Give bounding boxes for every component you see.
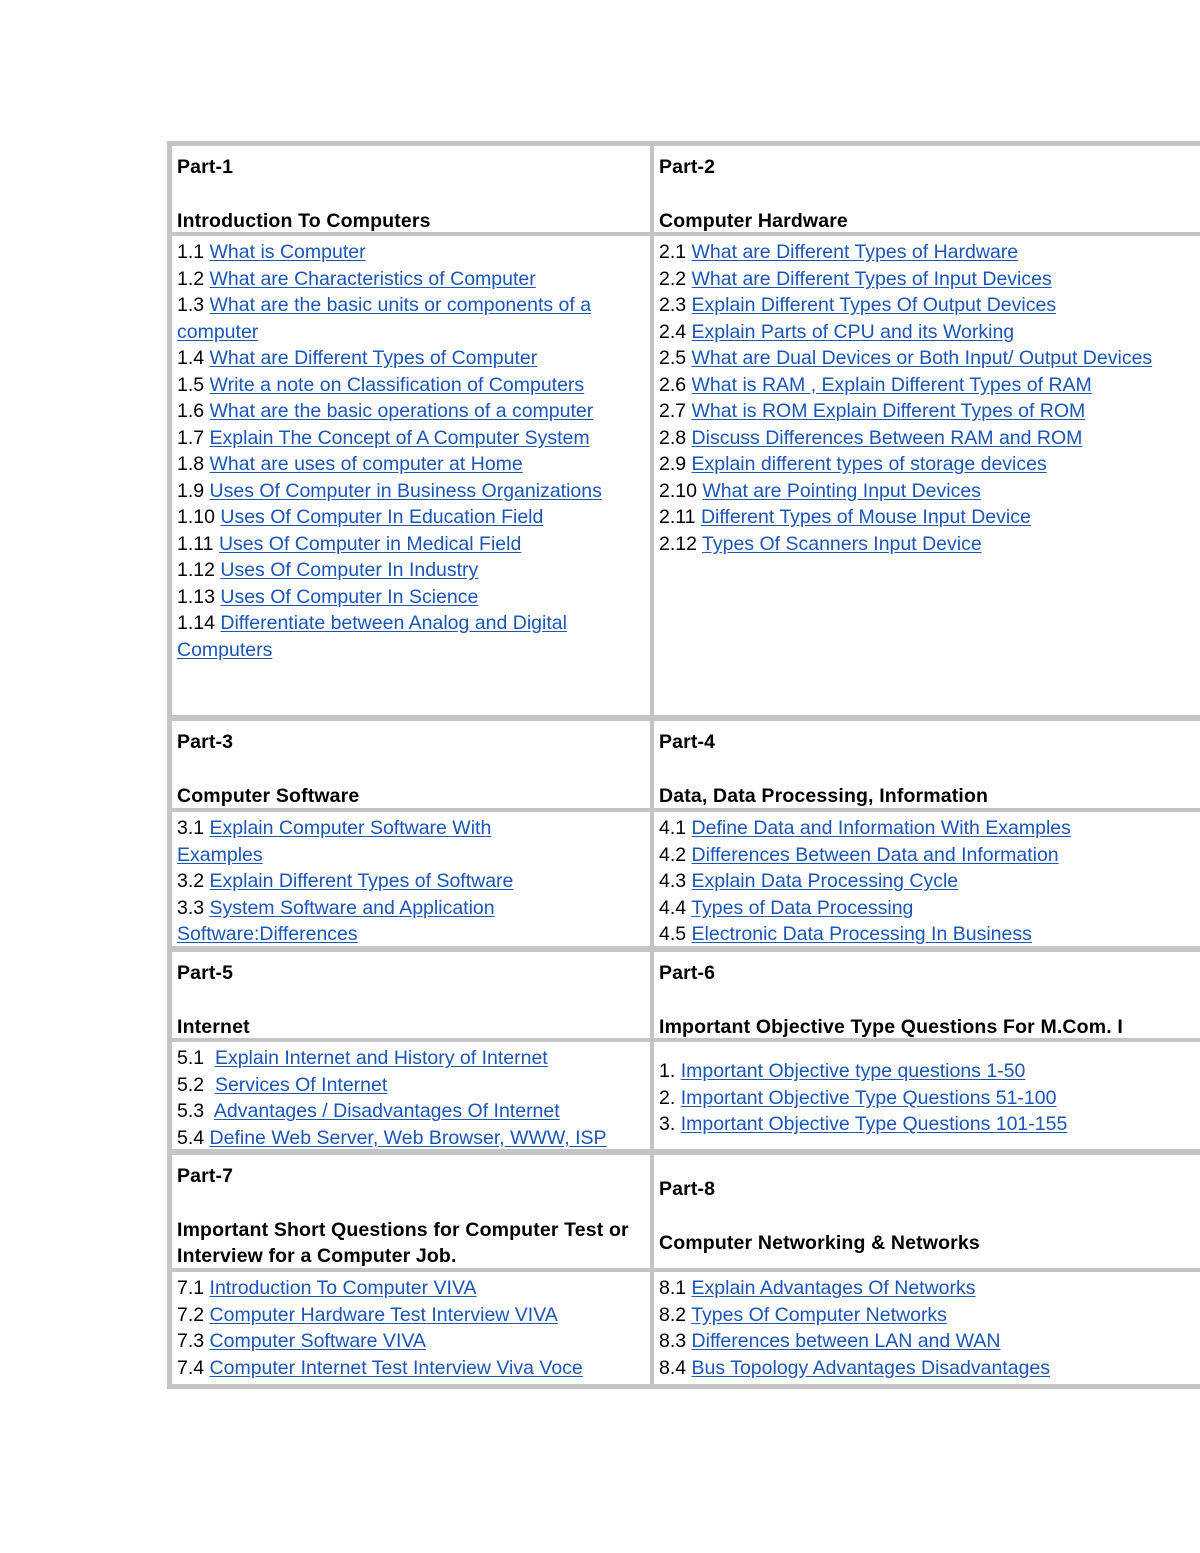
- part-5-header: [172, 952, 650, 1038]
- list-item: 7.1 Introduction To Computer VIVA: [177, 1277, 477, 1299]
- part-6-header: [654, 952, 1200, 1038]
- topic-link[interactable]: Important Objective Type Questions 51-100: [680, 1086, 1057, 1109]
- part-title: Computer Hardware: [659, 209, 848, 232]
- topic-link[interactable]: Important Objective type questions 1-50: [680, 1060, 1026, 1082]
- list-item: 2.2 What are Different Types of Input Devices: [659, 267, 1052, 290]
- list-item: 4.3 Explain Data Processing Cycle: [659, 870, 959, 892]
- topic-link[interactable]: Types Of Computer Networks: [691, 1303, 947, 1326]
- list-item: 2.7 What is ROM Explain Different Types of ROM: [659, 400, 1086, 422]
- list-item: 1.8 What are uses of computer at Home: [177, 453, 523, 475]
- part-7-items: [172, 1272, 650, 1384]
- list-item: 2.6 What is RAM , Explain Different Types of RAM: [659, 373, 1092, 396]
- part-title: Important Objective Type Questions For M.Com. I: [659, 1015, 1123, 1038]
- list-item: 3.2 Explain Different Types of Software: [177, 870, 514, 892]
- part-1-header: [172, 146, 650, 232]
- list-item: 7.4 Computer Internet Test Interview Viva Voce: [177, 1356, 583, 1379]
- part-title: Introduction To Computers: [177, 209, 431, 232]
- part-2-header: [654, 146, 1200, 232]
- topic-link[interactable]: Introduction To Computer VIVA: [209, 1277, 477, 1299]
- part-1-items: [172, 236, 650, 715]
- list-item: 1.7 Explain The Concept of A Computer System: [177, 426, 590, 449]
- topic-link[interactable]: Services Of Internet: [214, 1073, 388, 1096]
- topic-link[interactable]: Explain The Concept of A Computer System: [209, 426, 590, 449]
- topics-table: [167, 141, 1200, 1389]
- part-title: Important Short Questions for Computer Test or Interview for a Computer Job.: [177, 1218, 629, 1267]
- part-title: Computer Software: [177, 784, 360, 807]
- part-label: Part-2: [659, 156, 716, 178]
- list-item: 1.9 Uses Of Computer in Business Organizations: [177, 479, 602, 502]
- topic-link[interactable]: Explain Computer Software With Examples: [177, 817, 492, 866]
- topic-link[interactable]: Uses Of Computer in Business Organizations: [209, 479, 602, 502]
- list-item: 1.12 Uses Of Computer In Industry: [177, 559, 479, 581]
- part-label: Part-1: [177, 156, 234, 178]
- topic-link[interactable]: Explain Data Processing Cycle: [691, 870, 959, 892]
- part-1-links: [177, 239, 645, 663]
- topic-link[interactable]: Computer Internet Test Interview Viva Voce: [209, 1356, 583, 1379]
- topic-link[interactable]: Electronic Data Processing In Business: [691, 923, 1032, 945]
- part-title: Computer Networking & Networks: [659, 1231, 980, 1254]
- topic-link[interactable]: Explain Parts of CPU and its Working: [691, 320, 1015, 343]
- topic-link[interactable]: Define Web Server, Web Browser, WWW, ISP: [209, 1126, 607, 1149]
- topic-link[interactable]: Explain Internet and History of Internet: [214, 1047, 548, 1069]
- topic-link[interactable]: Important Objective Type Questions 101-155: [680, 1113, 1068, 1135]
- topic-link[interactable]: What are Characteristics of Computer: [209, 267, 536, 290]
- topic-link[interactable]: Uses Of Computer In Education Field: [220, 506, 544, 528]
- part-label: Part-7: [177, 1165, 234, 1187]
- list-item: 4.5 Electronic Data Processing In Business: [659, 923, 1032, 945]
- list-item: 8.1 Explain Advantages Of Networks: [659, 1277, 976, 1299]
- topic-link[interactable]: Write a note on Classification of Computers: [209, 373, 585, 396]
- list-item: 3.3 System Software and Application Software:Differences: [177, 896, 495, 945]
- list-item: 2.9 Explain different types of storage devices: [659, 453, 1047, 475]
- topic-link[interactable]: Explain Advantages Of Networks: [691, 1277, 976, 1299]
- list-item: 7.2 Computer Hardware Test Interview VIVA: [177, 1303, 558, 1326]
- list-item: 1.13 Uses Of Computer In Science: [177, 585, 479, 608]
- list-item: 2.8 Discuss Differences Between RAM and ROM: [659, 426, 1083, 449]
- list-item: 1.11 Uses Of Computer in Medical Field: [177, 532, 522, 555]
- topic-link[interactable]: What are Dual Devices or Both Input/ Output Devices: [691, 347, 1153, 369]
- list-item: 1.4 What are Different Types of Computer: [177, 347, 538, 369]
- list-item: 2.3 Explain Different Types Of Output Devices: [659, 294, 1057, 316]
- list-item: 1.6 What are the basic operations of a computer: [177, 400, 594, 422]
- list-item: 2.10 What are Pointing Input Devices: [659, 479, 981, 502]
- list-item: 8.2 Types Of Computer Networks: [659, 1303, 947, 1326]
- topic-link[interactable]: Advantages / Disadvantages Of Internet: [213, 1100, 560, 1122]
- topic-link[interactable]: Bus Topology Advantages Disadvantages: [691, 1356, 1051, 1379]
- part-8-items: [654, 1272, 1200, 1384]
- list-item: 1.14 Differentiate between Analog and Digital Computers: [177, 612, 567, 661]
- list-item: 1.2 What are Characteristics of Computer: [177, 267, 536, 290]
- part-label: Part-5: [177, 962, 234, 984]
- topic-link[interactable]: Different Types of Mouse Input Device: [700, 506, 1031, 528]
- list-item: 5.3 Advantages / Disadvantages Of Internet: [177, 1100, 560, 1122]
- topic-link[interactable]: Uses Of Computer in Medical Field: [218, 532, 522, 555]
- topic-link[interactable]: Differences between LAN and WAN: [691, 1330, 1001, 1352]
- list-item: 1.3 What are the basic units or components of a computer: [177, 294, 592, 343]
- part-title: Internet: [177, 1015, 250, 1038]
- part-7-header: [172, 1155, 650, 1268]
- list-item: 1.5 Write a note on Classification of Computers: [177, 373, 585, 396]
- topic-link[interactable]: What are Different Types of Input Devices: [691, 267, 1052, 290]
- topic-link[interactable]: What are the basic operations of a computer: [209, 400, 594, 422]
- list-item: 4.4 Types of Data Processing: [659, 896, 914, 919]
- topic-link[interactable]: What are Different Types of Computer: [209, 347, 538, 369]
- topic-link[interactable]: Explain Different Types Of Output Devices: [691, 294, 1057, 316]
- list-item: 2.11 Different Types of Mouse Input Device: [659, 506, 1031, 528]
- part-label: Part-4: [659, 731, 716, 753]
- topic-link[interactable]: What are Pointing Input Devices: [702, 479, 981, 502]
- topic-link[interactable]: Computer Hardware Test Interview VIVA: [209, 1303, 558, 1326]
- topic-link[interactable]: Define Data and Information With Examples: [691, 817, 1071, 839]
- topic-link[interactable]: Uses Of Computer In Science: [220, 585, 479, 608]
- topic-link[interactable]: What is ROM Explain Different Types of ROM: [691, 400, 1086, 422]
- topic-link[interactable]: What is Computer: [209, 241, 366, 263]
- list-item: 2.12 Types Of Scanners Input Device: [659, 532, 982, 555]
- part-4-items: [654, 812, 1200, 946]
- list-item: 4.2 Differences Between Data and Information: [659, 843, 1059, 866]
- topic-link[interactable]: Types Of Scanners Input Device: [702, 532, 982, 555]
- topic-link[interactable]: Computer Software VIVA: [209, 1330, 426, 1352]
- part-label: Part-8: [659, 1178, 716, 1200]
- topic-link[interactable]: System Software and Application Software:Differences: [177, 896, 495, 945]
- part-label: Part-6: [659, 962, 716, 984]
- list-item: 1.1 What is Computer: [177, 241, 366, 263]
- list-item: 5.1 Explain Internet and History of Internet: [177, 1047, 548, 1069]
- list-item: 5.2 Services Of Internet: [177, 1073, 388, 1096]
- part-8-header: [654, 1155, 1200, 1268]
- part-3-items: [172, 812, 650, 946]
- list-item: 8.3 Differences between LAN and WAN: [659, 1330, 1001, 1352]
- list-item: 8.4 Bus Topology Advantages Disadvantages: [659, 1356, 1051, 1379]
- list-item: 2. Important Objective Type Questions 51-100: [659, 1086, 1057, 1109]
- topic-link[interactable]: What are the basic units or components of a computer: [177, 294, 592, 343]
- list-item: 5.4 Define Web Server, Web Browser, WWW, ISP: [177, 1126, 607, 1149]
- list-item: 3.1 Explain Computer Software With Examples: [177, 817, 492, 866]
- topic-link[interactable]: Uses Of Computer In Industry: [220, 559, 479, 581]
- list-item: 2.4 Explain Parts of CPU and its Working: [659, 320, 1015, 343]
- topic-link[interactable]: Explain different types of storage devices: [691, 453, 1047, 475]
- topic-link[interactable]: What are uses of computer at Home: [209, 453, 523, 475]
- topic-link[interactable]: What are Different Types of Hardware: [691, 241, 1019, 263]
- topic-link[interactable]: Differentiate between Analog and Digital Computers: [177, 612, 567, 661]
- list-item: 2.5 What are Dual Devices or Both Input/ Output Devices: [659, 347, 1153, 369]
- list-item: 2.1 What are Different Types of Hardware: [659, 241, 1019, 263]
- topic-link[interactable]: Discuss Differences Between RAM and ROM: [691, 426, 1083, 449]
- list-item: 7.3 Computer Software VIVA: [177, 1330, 426, 1352]
- part-2-items: [654, 236, 1200, 715]
- list-item: 3. Important Objective Type Questions 101-155: [659, 1113, 1068, 1135]
- part-label: Part-3: [177, 731, 234, 753]
- topic-link[interactable]: Types of Data Processing: [691, 896, 914, 919]
- part-4-header: [654, 721, 1200, 808]
- list-item: 4.1 Define Data and Information With Examples: [659, 817, 1071, 839]
- list-item: 1.10 Uses Of Computer In Education Field: [177, 506, 544, 528]
- part-6-items: [654, 1042, 1200, 1149]
- part-5-items: [172, 1042, 650, 1149]
- topic-link[interactable]: What is RAM , Explain Different Types of RAM: [691, 373, 1092, 396]
- list-item: 1. Important Objective type questions 1-50: [659, 1060, 1026, 1082]
- part-title: Data, Data Processing, Information: [659, 784, 989, 807]
- topic-link[interactable]: Differences Between Data and Information: [691, 843, 1059, 866]
- part-3-header: [172, 721, 650, 808]
- topic-link[interactable]: Explain Different Types of Software: [209, 870, 514, 892]
